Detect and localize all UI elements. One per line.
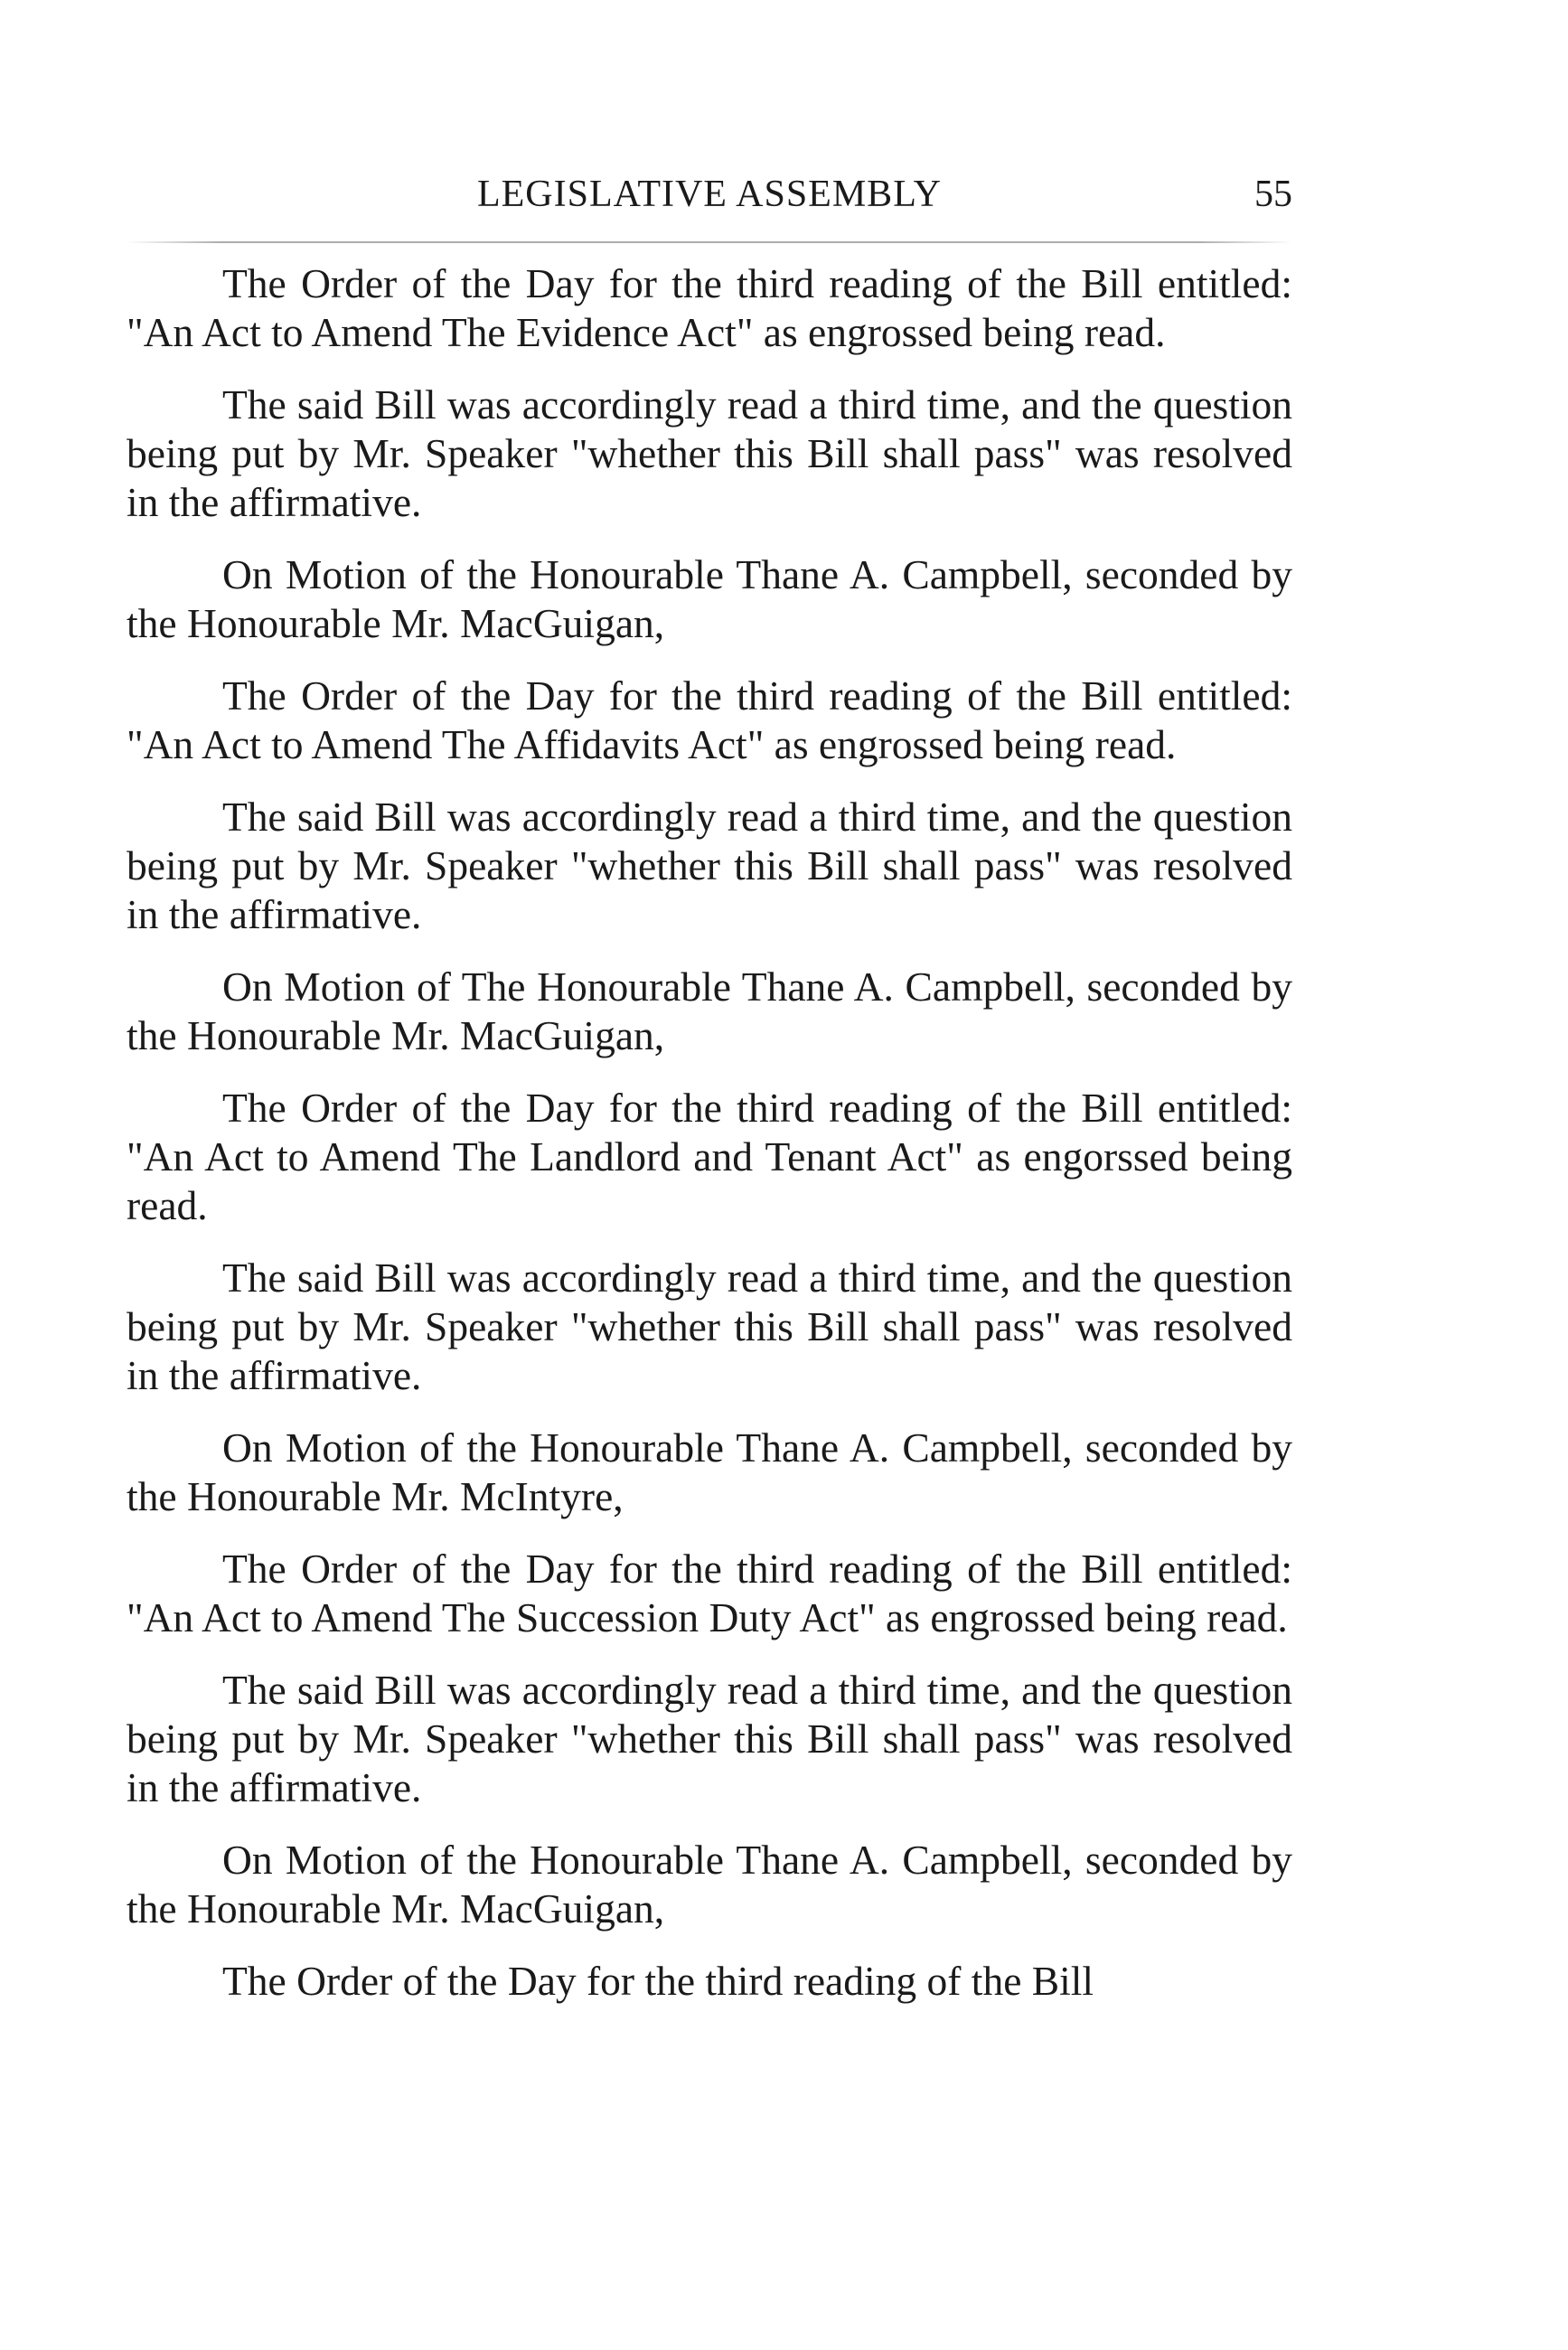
paragraph-order-evidence-act: The Order of the Day for the third reading of the Bill entitled: "An Act to Amend The Evidence Act" as engrossed being read. — [127, 260, 1292, 355]
paragraph-order-succession-duty-act: The Order of the Day for the third reading of the Bill entitled: "An Act to Amend The Succession Duty Act" as engrossed being read. — [127, 1546, 1292, 1640]
paragraph-order-affidavits-act: The Order of the Day for the third reading of the Bill entitled: "An Act to Amend The Affidavits Act" as engrossed being read. — [127, 672, 1292, 767]
header-rule — [127, 241, 1292, 243]
paragraph-order-continued: The Order of the Day for the third reading of the Bill — [222, 1958, 1094, 2004]
page-header — [127, 167, 1292, 221]
page-number: 55 — [1254, 174, 1292, 215]
paragraph-motion: On Motion of the Honourable Thane A. Campbell, seconded by the Honourable Mr. MacGuigan, — [127, 551, 1292, 646]
paragraph-resolution: The said Bill was accordingly read a third time, and the question being put by Mr. Speaker "whether this Bill shall pass" was resolved in the affirmative. — [127, 794, 1292, 937]
page-body — [127, 259, 1292, 2006]
paragraph-motion: On Motion of the Honourable Thane A. Campbell, seconded by the Honourable Mr. McIntyre, — [127, 1424, 1292, 1519]
paragraph-order-landlord-tenant-act: The Order of the Day for the third reading of the Bill entitled: "An Act to Amend The Landlord and Tenant Act" as engorssed being read. — [127, 1085, 1292, 1228]
paragraph-motion: On Motion of The Honourable Thane A. Campbell, seconded by the Honourable Mr. MacGuigan, — [127, 964, 1292, 1058]
paragraph-resolution: The said Bill was accordingly read a third time, and the question being put by Mr. Speaker "whether this Bill shall pass" was resolved in the affirmative. — [127, 1255, 1292, 1398]
paragraph-resolution: The said Bill was accordingly read a third time, and the question being put by Mr. Speaker "whether this Bill shall pass" was resolved in the affirmative. — [127, 381, 1292, 525]
paragraph-resolution: The said Bill was accordingly read a third time, and the question being put by Mr. Speaker "whether this Bill shall pass" was resolved in the affirmative. — [127, 1667, 1292, 1810]
running-title: LEGISLATIVE ASSEMBLY — [477, 174, 942, 215]
document-page — [127, 167, 1292, 2029]
paragraph-motion: On Motion of the Honourable Thane A. Campbell, seconded by the Honourable Mr. MacGuigan, — [127, 1837, 1292, 1932]
